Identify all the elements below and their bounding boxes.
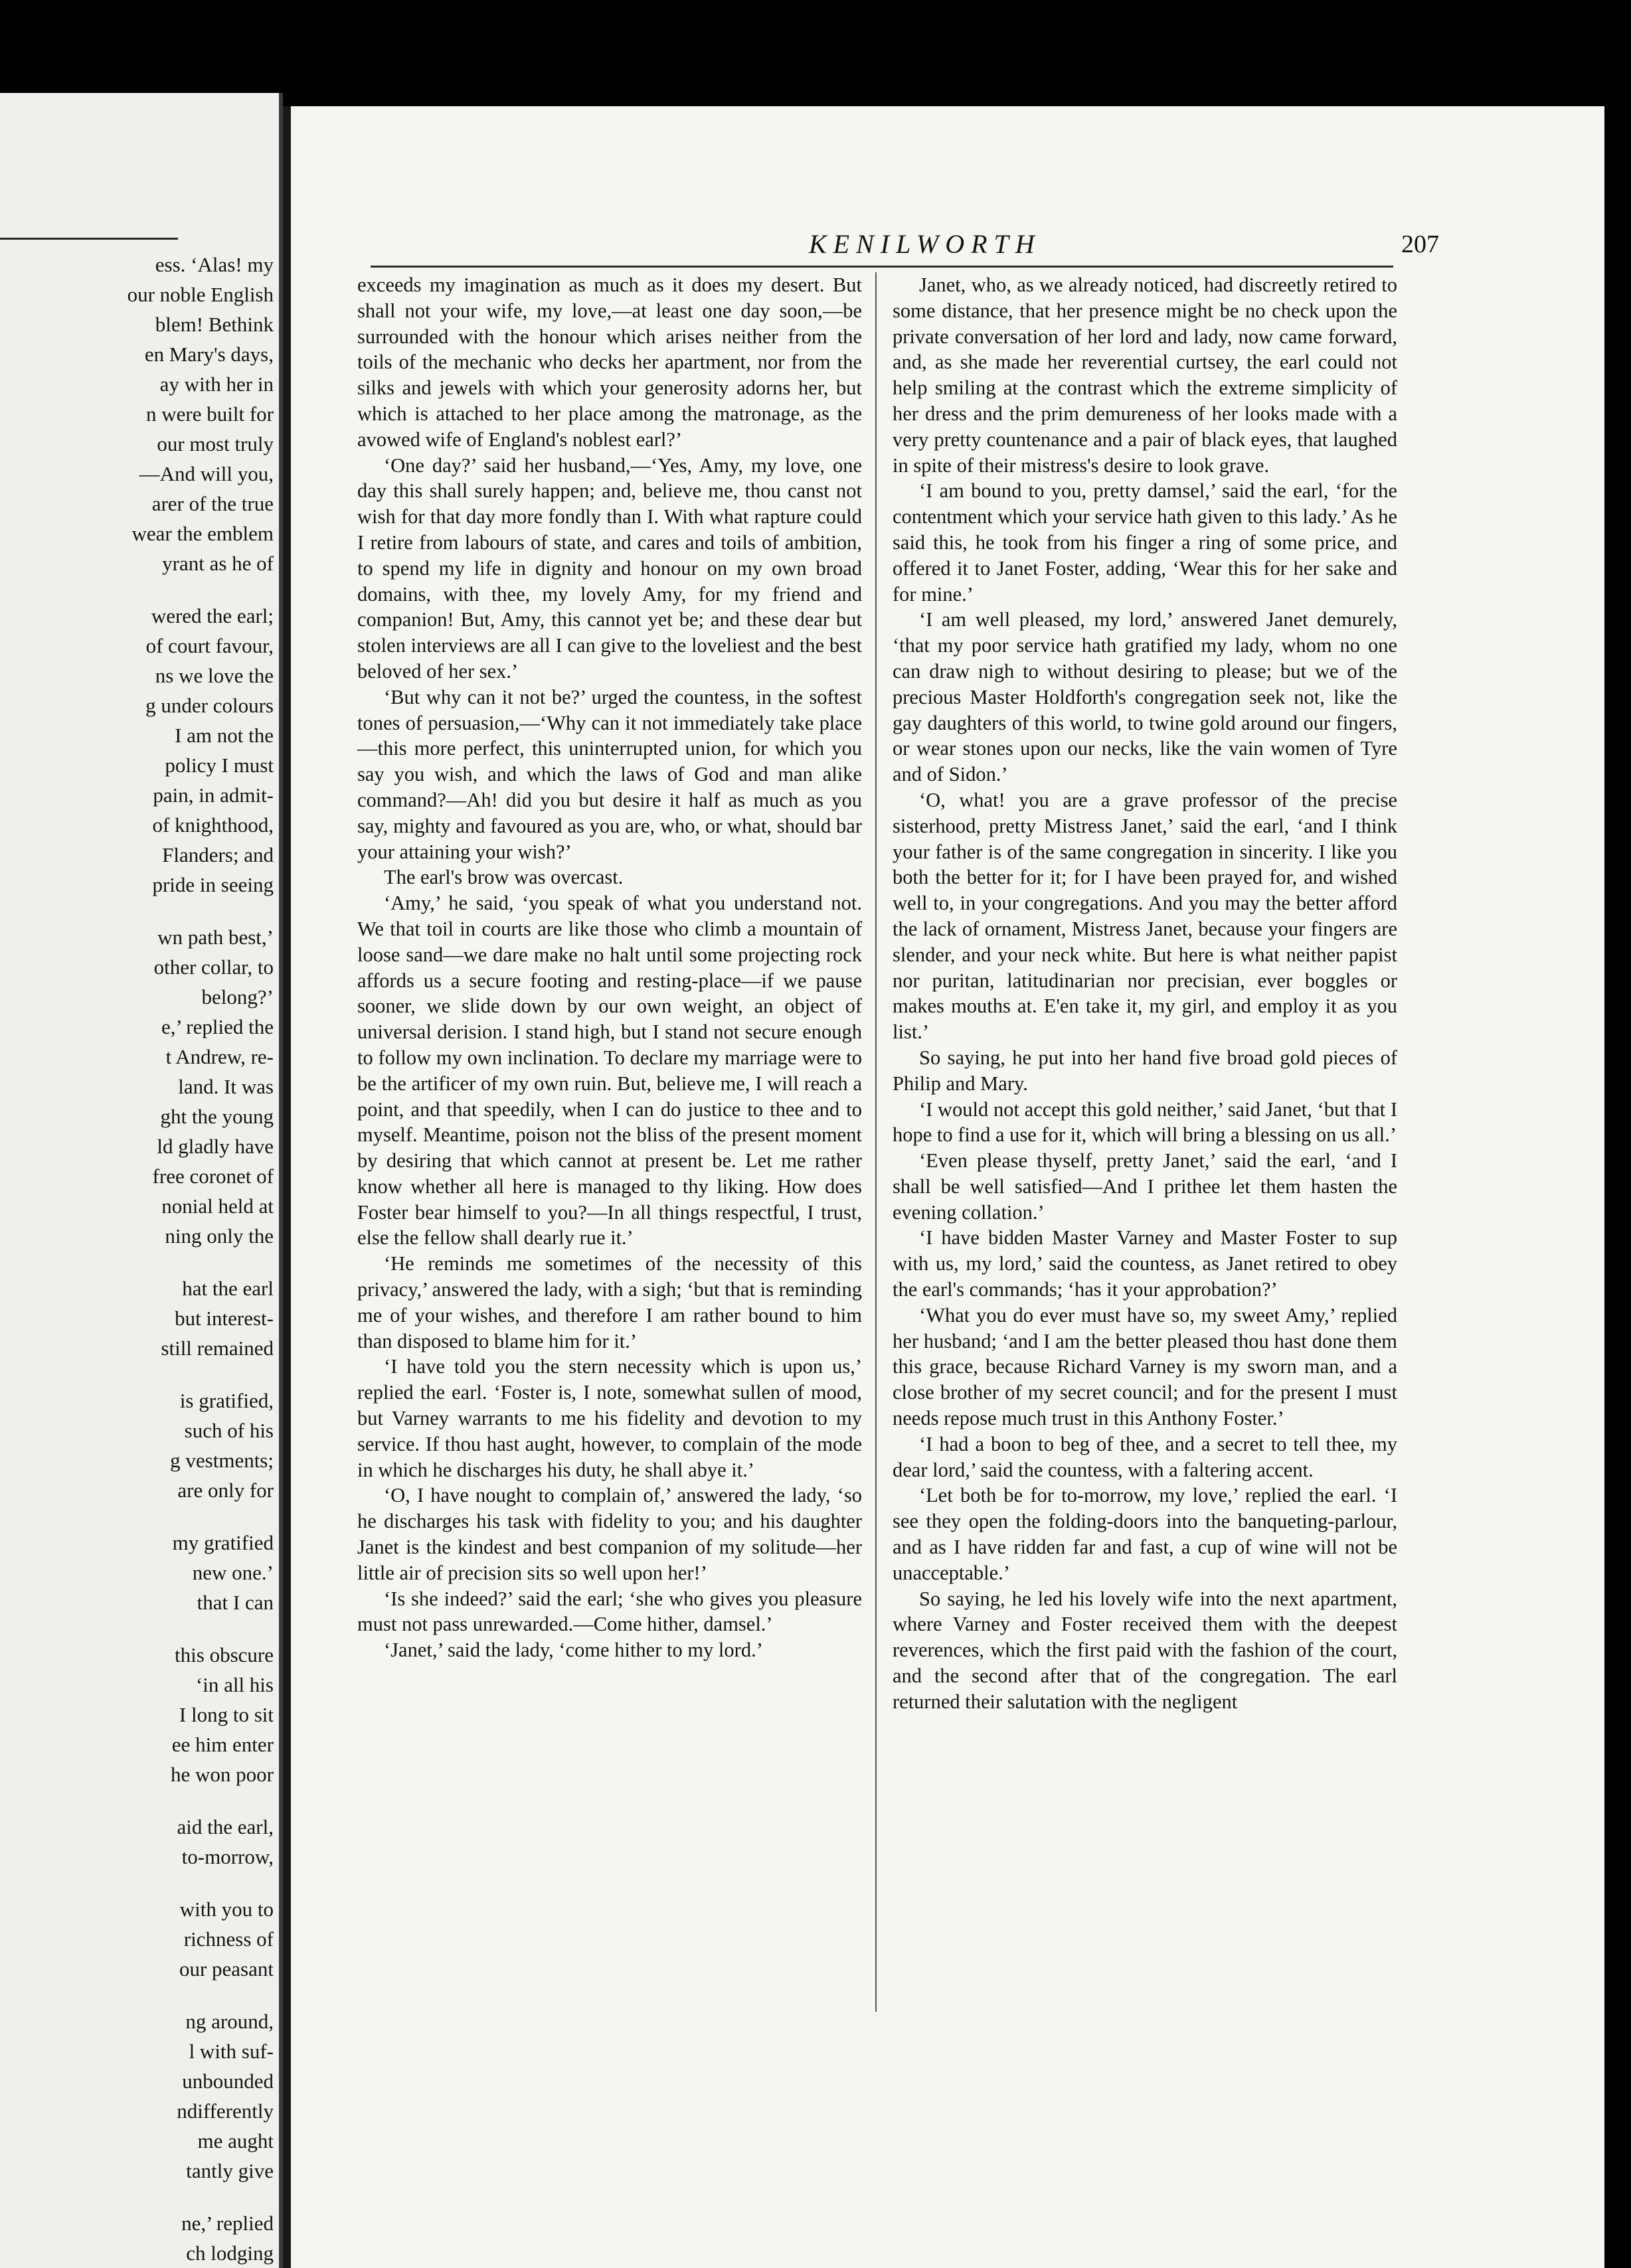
paragraph: exceeds my imagination as much as it does my desert. But shall not your wife, my love,—at least one day soon,—be surrounded with the honour which arises neither from the toils of the mechanic who decks her apartment, nor from the silks and jewels with which your generosity adorns her, but which is attached to her place among the matronage, as the avowed wife of England's noblest earl?’ xyxy=(357,274,862,451)
text-line: I long to sit xyxy=(179,1703,274,1726)
text-line: l with suf- xyxy=(189,2040,274,2063)
paragraph: ‘I have told you the stern necessity which is upon us,’ replied the earl. ‘Foster is, I note, somewhat sullen of mood, but Varney warrants to me his fidelity and devotion to my service. If thou hast aught, however, to complain of the mode in which he discharges his duty, he shall abye it.’ xyxy=(357,1355,862,1481)
text-line: richness of xyxy=(183,1927,274,1951)
paragraph: ‘O, what! you are a grave professor of the precise sisterhood, pretty Mistress Janet,’ said the earl, ‘and I think your father is of the same congregation in sincerity. I like you both the better for it; for I have been prayed for, and wished well to, in your congregations. And you may the better afford the lack of ornament, Mistress Janet, because your fingers are slender, and your neck white. But here is what neither papist nor puritan, latitudinarian nor precisian, ever boggles or makes mouths at. E'en take it, my girl, and employ it as you list.’ xyxy=(893,788,1397,1044)
text-line: my gratified xyxy=(172,1531,274,1554)
paragraph: ‘I am bound to you, pretty damsel,’ said the earl, ‘for the contentment which your service hath given to this lady.’ As he said this, he took from his finger a ring of some price, and offered it to Janet Foster, adding, ‘Wear this for her sake and for mine.’ xyxy=(893,479,1397,606)
text-line: g under colours xyxy=(145,694,274,717)
text-line: belong?’ xyxy=(201,985,274,1009)
paragraph: ‘I have bidden Master Varney and Master Foster to sup with us, my lord,’ said the countess, as Janet retired to obey the earl's commands; ‘has it your approbation?’ xyxy=(893,1226,1397,1301)
page-number: 207 xyxy=(1401,230,1439,258)
paragraph: So saying, he led his lovely wife into the next apartment, where Varney and Foster received them with the deepest reverences, which the first paid with the fashion of the court, and the second after that of the congregation. The earl returned their salutation with the negligent xyxy=(893,1587,1397,1713)
paragraph: The earl's brow was overcast. xyxy=(384,866,624,889)
text-line: free coronet of xyxy=(152,1165,274,1188)
text-line: blem! Bethink xyxy=(155,313,274,336)
text-line: tantly give xyxy=(186,2159,274,2182)
text-line: ld gladly have xyxy=(157,1135,274,1158)
line-gap xyxy=(0,1789,274,1812)
text-line: g vestments; xyxy=(170,1449,274,1472)
text-line: other collar, to xyxy=(153,955,274,979)
text-line: land. It was xyxy=(178,1075,274,1098)
text-line: unbounded xyxy=(182,2069,274,2093)
text-line: ns we love the xyxy=(155,664,274,687)
text-line: —And will you, xyxy=(139,462,274,485)
text-line: ng around, xyxy=(185,2010,274,2033)
line-gap xyxy=(0,1363,274,1386)
paragraph: ‘O, I have nought to complain of,’ answered the lady, ‘so he discharges his task with fidelity to you; and his daughter Janet is the kindest and best companion of my solitude—her little air of precision sits so well upon her!’ xyxy=(357,1484,862,1584)
text-line: of court favour, xyxy=(145,634,274,657)
text-line: such of his xyxy=(184,1419,274,1442)
text-line: new one.’ xyxy=(192,1561,274,1584)
paragraph: So saying, he put into her hand five broad gold pieces of Philip and Mary. xyxy=(893,1046,1397,1095)
paragraph: ‘I would not accept this gold neither,’ said Janet, ‘but that I hope to find a use for it, which will bring a blessing on us all.’ xyxy=(893,1097,1397,1147)
paragraph: ‘But why can it not be?’ urged the countess, in the softest tones of persuasion,—‘Why can it not immediately take place—this more perfect, this uninterrupted union, for which you say you wish, and which the laws of God and man alike command?—Ah! did you but desire it half as much as you say, mighty and favoured as you are, who, or what, should bar your attaining your wish?’ xyxy=(357,685,862,863)
paragraph: ‘He reminds me sometimes of the necessity of this privacy,’ answered the lady, with a sigh; ‘but that is reminding me of your wishes, and therefore I am rather bound to him than disposed to blame him for it.’ xyxy=(357,1252,862,1352)
book-page-207 xyxy=(291,106,1604,2268)
text-line: policy I must xyxy=(165,754,274,777)
paragraph: Janet, who, as we already noticed, had discreetly retired to some distance, that her presence might be no check upon the private conversation of her lord and lady, now came forward, and, as she made her reverential curtsey, the earl could not help smiling at the contrast which the extreme simplicity of her dress and the prim demureness of her looks made with a very pretty countenance and a pair of black eyes, that laughed in spite of their mistress's desire to look grave. xyxy=(893,274,1397,477)
text-line: ght the young xyxy=(160,1105,274,1128)
paragraph: ‘Amy,’ he said, ‘you speak of what you understand not. We that toil in courts are like those who climb a mountain of loose sand—we dare make no halt until some projecting rock affords us a secure footing and resting-place—if we pause sooner, we slide down by our own weight, an object of universal derision. I stand high, but I stand not secure enough to follow my own inclination. To declare my marriage were to be the artificer of my own ruin. But, believe me, I will reach a point, and that speedily, when I can do justice to thee and to myself. Meantime, poison not the bliss of the present moment by desiring that which cannot at present be. Let me rather know whether all here is managed to thy liking. How does Foster bear himself to you?—In all things respectful, I trust, else the fellow shall dearly rue it.’ xyxy=(357,892,862,1250)
line-gap xyxy=(0,1505,274,1528)
text-line: our most truly xyxy=(157,432,274,455)
column-divider xyxy=(875,272,877,2012)
paragraph: ‘Is she indeed?’ said the earl; ‘she who gives you pleasure must not pass unrewarded.—Come hither, damsel.’ xyxy=(357,1587,862,1636)
text-line: me aught xyxy=(197,2129,274,2152)
book-binding-gutter xyxy=(283,106,291,2268)
text-line: ee him enter xyxy=(171,1733,274,1756)
paragraph: ‘I had a boon to beg of thee, and a secret to tell thee, my dear lord,’ said the countess, with a faltering accent. xyxy=(893,1432,1397,1481)
page-header xyxy=(291,224,1604,271)
line-gap xyxy=(0,2186,274,2208)
text-line: pride in seeing xyxy=(152,873,274,896)
text-line: nonial held at xyxy=(161,1194,274,1218)
text-line: aid the earl, xyxy=(177,1815,274,1838)
text-line: ay with her in xyxy=(159,372,274,396)
text-line: of knighthood, xyxy=(152,813,274,837)
text-line: to-morrow, xyxy=(181,1845,274,1868)
text-line: wered the earl; xyxy=(151,604,274,627)
text-column-right xyxy=(893,272,1397,1715)
header-rule xyxy=(371,266,1393,268)
text-line: n were built for xyxy=(146,402,274,426)
text-line: ndifferently xyxy=(177,2099,274,2123)
paragraph: ‘Janet,’ said the lady, ‘come hither to my lord.’ xyxy=(384,1639,763,1662)
line-gap xyxy=(0,578,274,601)
text-line: that I can xyxy=(197,1591,274,1614)
line-gap xyxy=(0,1984,274,2006)
text-line: en Mary's days, xyxy=(144,343,274,366)
text-line: our peasant xyxy=(179,1957,274,1981)
text-line: ne,’ replied xyxy=(181,2212,274,2235)
text-line: our noble English xyxy=(127,283,274,306)
paragraph: ‘One day?’ said her husband,—‘Yes, Amy, my love, one day this shall surely happen; and, believe me, thou canst not wish for that day more fondly than I. With what rapture could I retire from labours of state, and cares and toils of ambition, to spend my life in dignity and honour on my own broad domains, with thee, my lovely Amy, for my friend and companion! But, Amy, this cannot yet be; and these dear but stolen interviews are all I can give to the loveliest and the best beloved of her sex.’ xyxy=(357,453,862,683)
paragraph: ‘Even please thyself, pretty Janet,’ said the earl, ‘and I shall be well satisfied—And I prithee let them hasten the evening collation.’ xyxy=(893,1149,1397,1224)
paragraph: ‘I am well pleased, my lord,’ answered Janet demurely, ‘that my poor service hath gratified my lady, whom no one can draw nigh to without desiring to please; but we of the precious Master Holdforth's congregation seek not, like the gay daughters of this world, to twine gold around our fingers, or wear stones upon our necks, like the vain women of Tyre and of Sidon.’ xyxy=(893,608,1397,786)
text-column-left xyxy=(357,272,862,1663)
paragraph: ‘What you do ever must have so, my sweet Amy,’ replied her husband; ‘and I am the better pleased thou hast done them this grace, because Richard Varney is my sworn man, and a close brother of my secret council; and for the present I must needs repose much trust in this Anthony Foster.’ xyxy=(893,1303,1397,1430)
text-line: this obscure xyxy=(175,1643,274,1666)
text-line: arer of the true xyxy=(151,492,274,515)
text-line: Flanders; and xyxy=(162,843,274,866)
text-line: still remained xyxy=(161,1336,274,1360)
text-line: but interest- xyxy=(175,1307,274,1330)
text-line: pain, in admit- xyxy=(153,783,274,807)
line-gap xyxy=(0,900,274,922)
text-line: yrant as he of xyxy=(162,552,274,575)
text-line: is gratified, xyxy=(179,1389,274,1412)
text-line: ch lodging xyxy=(186,2241,274,2265)
line-gap xyxy=(0,1617,274,1640)
line-gap xyxy=(0,1872,274,1894)
running-title: KENILWORTH xyxy=(809,229,1041,259)
left-page-text xyxy=(0,250,274,2268)
facing-page-left xyxy=(0,93,283,2268)
left-header-rule xyxy=(0,238,178,240)
text-line: ess. ‘Alas! my xyxy=(155,253,274,276)
line-gap xyxy=(0,1251,274,1273)
text-line: ‘in all his xyxy=(195,1673,274,1696)
paragraph: ‘Let both be for to-morrow, my love,’ replied the earl. ‘I see they open the folding-doors into the banqueting-parlour, and as I have ridden far and fast, a cup of wine will not be unacceptable.’ xyxy=(893,1484,1397,1584)
text-line: I am not the xyxy=(175,724,274,747)
text-line: with you to xyxy=(179,1898,274,1921)
text-line: wear the emblem xyxy=(131,522,274,545)
text-line: e,’ replied the xyxy=(161,1015,274,1038)
text-line: hat the earl xyxy=(182,1277,274,1300)
text-line: ning only the xyxy=(165,1224,274,1248)
text-line: he won poor xyxy=(171,1763,274,1786)
text-line: are only for xyxy=(177,1479,274,1502)
text-line: wn path best,’ xyxy=(157,926,274,949)
text-line: t Andrew, re- xyxy=(165,1045,274,1068)
